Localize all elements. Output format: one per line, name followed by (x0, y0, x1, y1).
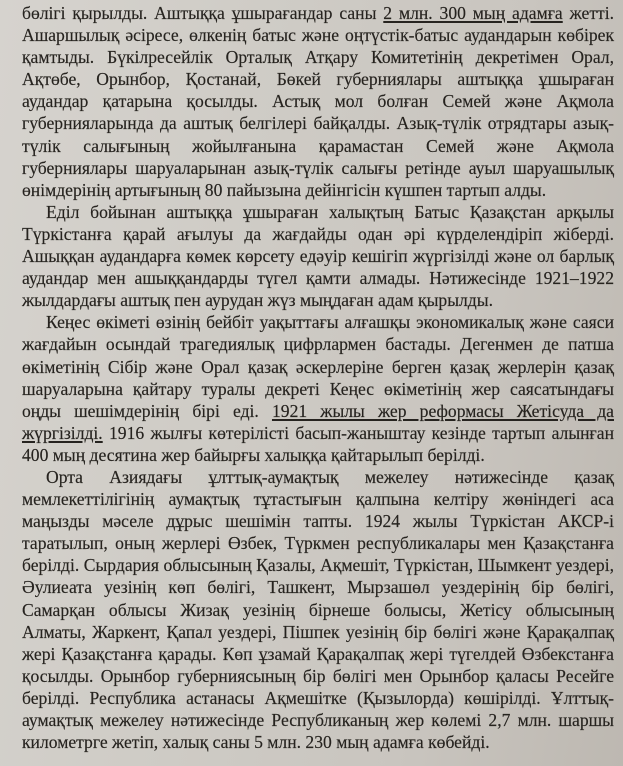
text-segment: Кеңес өкіметі өзінің бейбіт уақыттағы алғашқы экономикалық және саяси жағдайын осындай трагедиялық цифрлармен бастады. Дегенмен де патша өкіметінің Сібір және Орал қазақ әскерлеріне берген қазақ жерлерін қазақ шаруаларына қайтару туралы декреті Кеңес өкіметінің жер саясатындағы оңды шешімдерінің бірі еді. (22, 312, 614, 421)
text-segment: жетті. Ашаршылық әсіресе, өлкенің батыс және оңтүстік-батыс аудандарын көбірек қамтыды. Бүкілресейлік Орталық Атқару Комитетінің декретімен Орал, Ақтөбе, Орынбор, Қостанай, Бөкей губерниялары аштыққа ұшыраған аудандар қатарына қосылды. Астық мол болған Семей және Ақмола губернияларында да аштық белгілері байқалды. Азық-түлік отрядтары азық-түлік салығының жойылғанына қарамастан Семей және Ақмола губерниялары шаруаларынан азық-түлік салығы ретінде ауыл шаруашылық өнімдерінің артығының 80 пайызына дейінгісін күшпен тартып алды. (22, 3, 615, 200)
text-segment: 1916 жылғы көтерілісті басып-жаныштау кезінде тартып алынған 400 мың десятина жер байырғы халыққа қайтарылып берілді. (22, 422, 614, 465)
paragraph-3 (22, 311, 614, 466)
text-segment: Орта Азиядағы ұлттық-аумақтық межелеу нәтижесінде қазақ мемлекеттілігінің аумақтық тұтастығын қалпына келтіру жөніндегі аса маңызды мәселе дұрыс шешімін тапты. 1924 жылы Түркістан АКСР-і таратылып, оның жерлері Өзбек, Түркмен республикалары мен Қазақстанға берілді. Сырдария облысының Қазалы, Ақмешіт, Түркістан, Шымкент уездері, Әулиеата уезінің көп бөлігі, Ташкент, Мырзашөл уездерінің бір бөлігі, Самарқан облысы Жизақ уезінің бірнеше болысы, Жетісу облысының Алматы, Жаркент, Қапал уездері, Пішпек уезінің бір бөлігі және Қарақалпақ жері Қазақстанға қарады. Көп ұзамай Қарақалпақ жері түгелдей Өзбекстанға қосылды. Орынбор губерниясының бір бөлігі мен Орынбор қаласы Ресейге берілді. Республика астанасы Ақмешітке (Қызылорда) көшірілді. Ұлттық-аумақтық межелеу нәтижесінде Республиканың жер көлемі 2,7 млн. шаршы километрге жетіп, халық саны 5 млн. 230 мың адамға көбейді. (22, 466, 614, 753)
paragraph-2 (22, 201, 614, 311)
paragraph-1 (22, 2, 614, 201)
page-text (22, 2, 614, 753)
underlined-text: 2 млн. 300 мың адамға (383, 3, 563, 23)
underlined-text: 1921 жылы жер реформасы Жетісуда да жүргізілді. (22, 400, 614, 443)
text-segment: бөлігі қырылды. Аштыққа ұшырағандар саны (22, 3, 384, 23)
paragraph-4 (22, 466, 614, 753)
text-segment: Еділ бойынан аштыққа ұшыраған халықтың Батыс Қазақстан арқылы Түркістанға қарай ағылуы да жағдайды одан әрі күрделендіріп жіберді. Ашыққан аудандарға көмек көрсету едәуір кешігіп жүргізілді және ол барлық аудандар мен ашыққандарды түгел қамти алмады. Нәтижесінде 1921–1922 жылдардағы аштық пен аурудан жүз мыңдаған адам қырылды. (22, 201, 614, 311)
